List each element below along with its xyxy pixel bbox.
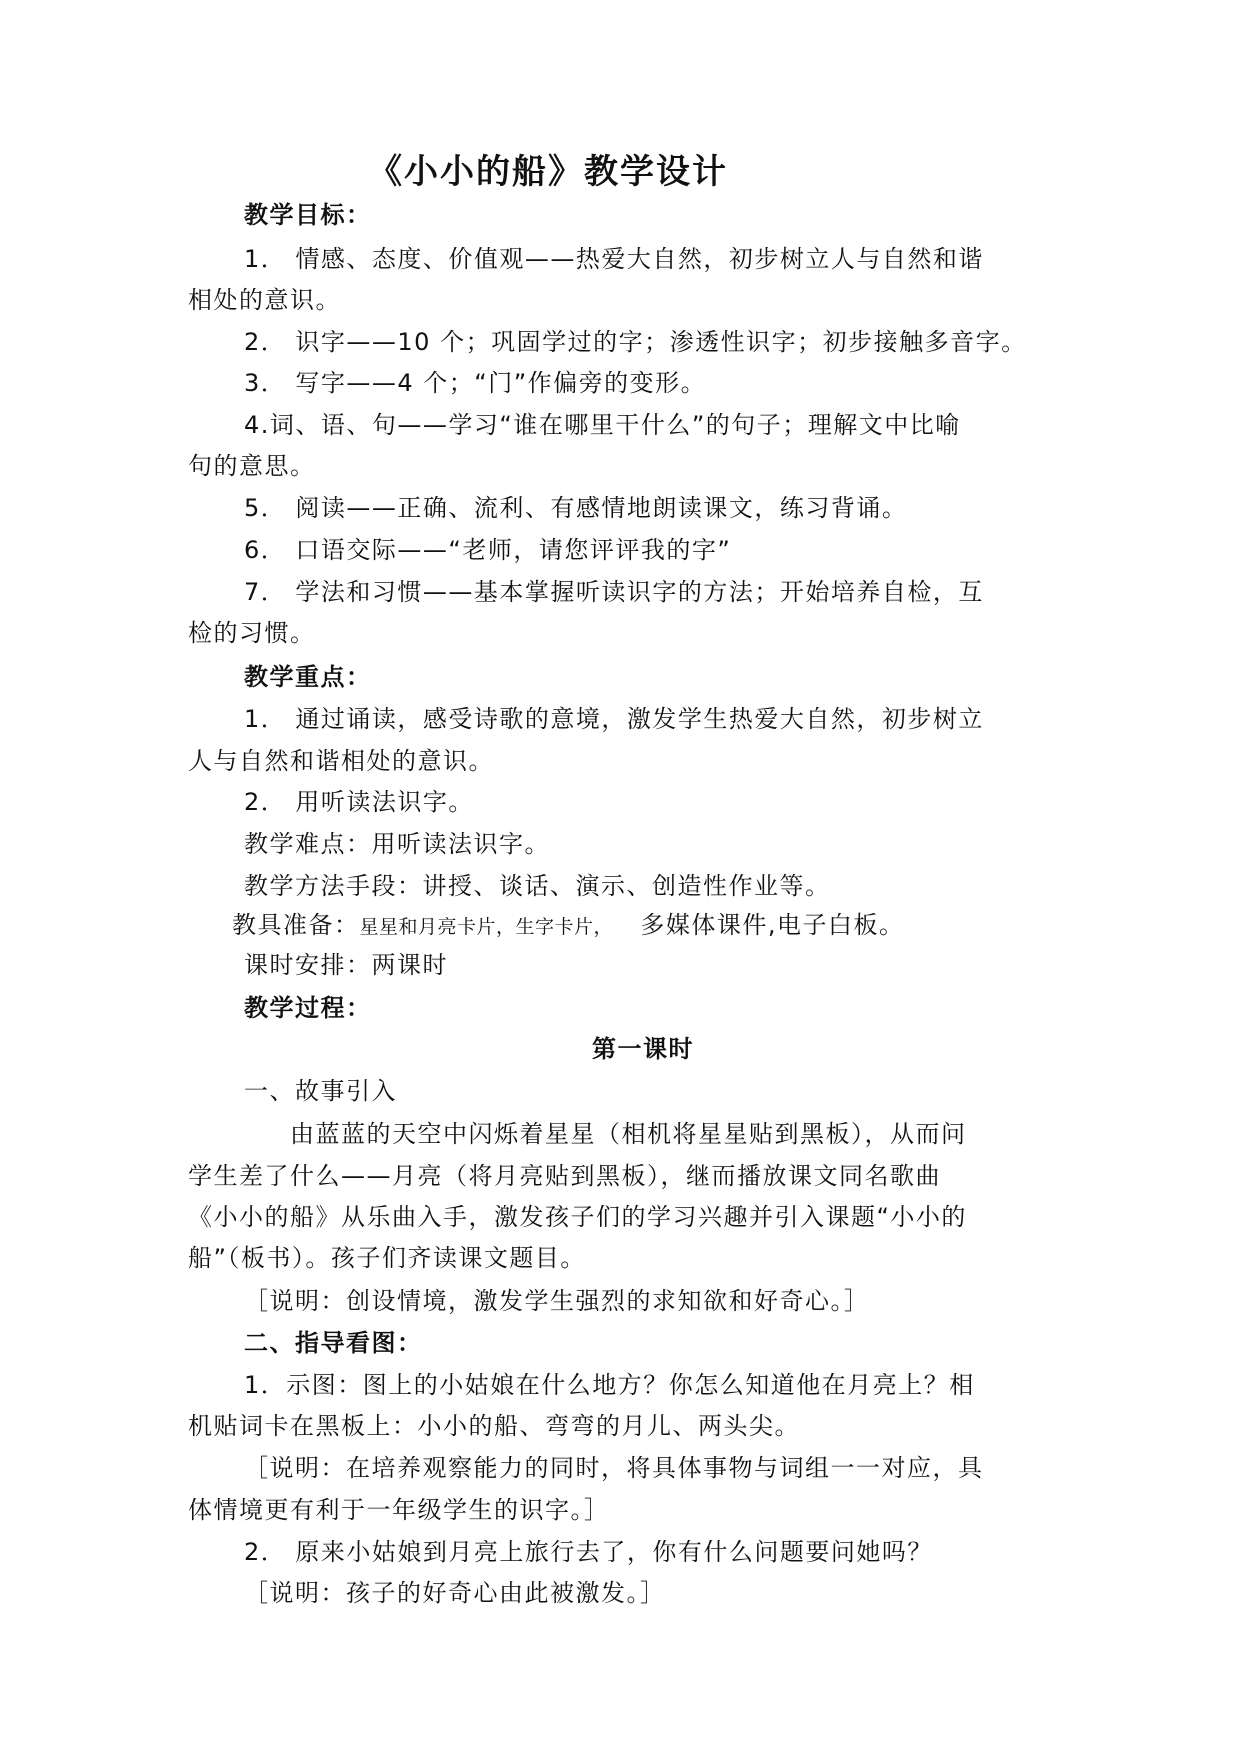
part-one-heading: 一、故事引入 bbox=[244, 1077, 397, 1105]
part-two-note: ［说明：在培养观察能力的同时，将具体事物与词组一一对应，具 bbox=[244, 1454, 984, 1482]
objective-line: 1． 情感、态度、价值观——热爱大自然，初步树立人与自然和谐 bbox=[244, 245, 984, 273]
part-one-note: ［说明：创设情境，激发学生强烈的求知欲和好奇心。］ bbox=[244, 1287, 870, 1315]
key-point-line: 人与自然和谐相处的意识。 bbox=[188, 747, 494, 775]
part-two-note: 体情境更有利于一年级学生的识字。］ bbox=[188, 1496, 610, 1524]
part-two-heading: 二、指导看图： bbox=[244, 1329, 423, 1357]
objective-line: 6． 口语交际——“老师，请您评评我的字” bbox=[244, 536, 732, 564]
objective-line: 检的习惯。 bbox=[188, 619, 316, 647]
key-point-line: 2． 用听读法识字。 bbox=[244, 788, 474, 816]
part-two-note: ［说明：孩子的好奇心由此被激发。］ bbox=[244, 1579, 666, 1607]
objective-line: 5． 阅读——正确、流利、有感情地朗读课文，练习背诵。 bbox=[244, 494, 908, 522]
tools-media: 多媒体课件,电子白板。 bbox=[640, 911, 905, 939]
key-point-line: 1． 通过诵读，感受诗歌的意境，激发学生热爱大自然，初步树立 bbox=[244, 705, 984, 733]
tools-items: 星星和月亮卡片，生字卡片， bbox=[359, 916, 614, 938]
objective-line: 4.词、语、句——学习“谁在哪里干什么”的句子；理解文中比喻 bbox=[244, 411, 961, 439]
objectives-heading: 教学目标： bbox=[244, 201, 372, 229]
objective-line: 3． 写字——4 个；“门”作偏旁的变形。 bbox=[244, 369, 707, 397]
tools-label: 教具准备： bbox=[232, 911, 360, 939]
part-two-line: 1．示图：图上的小姑娘在什么地方？你怎么知道他在月亮上？相 bbox=[244, 1371, 975, 1399]
part-two-line: 机贴词卡在黑板上：小小的船、弯弯的月儿、两头尖。 bbox=[188, 1412, 800, 1440]
part-two-line: 2． 原来小姑娘到月亮上旅行去了，你有什么问题要问她吗？ bbox=[244, 1538, 933, 1566]
methods-line: 教学方法手段：讲授、谈话、演示、创造性作业等。 bbox=[244, 872, 831, 900]
objective-line: 7． 学法和习惯——基本掌握听读识字的方法；开始培养自检，互 bbox=[244, 578, 984, 606]
part-one-line: 学生差了什么——月亮（将月亮贴到黑板），继而播放课文同名歌曲 bbox=[188, 1162, 941, 1190]
objective-line: 句的意思。 bbox=[188, 452, 316, 480]
process-heading: 教学过程： bbox=[244, 994, 372, 1022]
difficulty-line: 教学难点：用听读法识字。 bbox=[244, 830, 550, 858]
key-points-heading: 教学重点： bbox=[244, 663, 372, 691]
tools-line bbox=[232, 910, 905, 942]
schedule-line: 课时安排：两课时 bbox=[244, 951, 448, 979]
part-one-line: 船”（板书）。孩子们齐读课文题目。 bbox=[188, 1244, 586, 1272]
lesson-one-heading: 第一课时 bbox=[592, 1035, 694, 1063]
objective-line: 2． 识字——10 个；巩固学过的字；渗透性识字；初步接触多音字。 bbox=[244, 328, 1027, 356]
document-title: 《小小的船》教学设计 bbox=[368, 152, 728, 192]
part-one-line: 由蓝蓝的天空中闪烁着星星（相机将星星贴到黑板），从而问 bbox=[290, 1120, 967, 1148]
objective-line: 相处的意识。 bbox=[188, 286, 341, 314]
part-one-line: 《小小的船》从乐曲入手，激发孩子们的学习兴趣并引入课题“小小的 bbox=[188, 1203, 967, 1231]
